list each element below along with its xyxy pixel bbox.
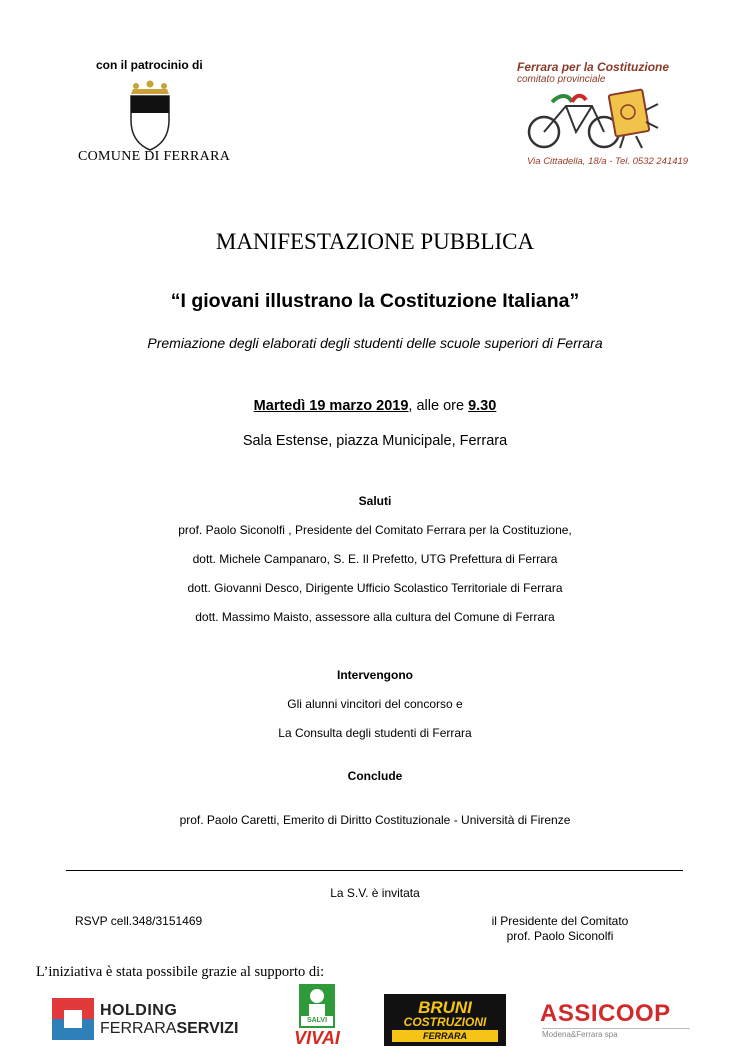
bruni-word: BRUNI — [418, 998, 472, 1017]
president-signature — [440, 914, 680, 944]
holding-ferrara-servizi-logo — [52, 998, 252, 1044]
divider — [66, 870, 683, 871]
event-venue: Sala Estense, piazza Municipale, Ferrara — [242, 433, 508, 449]
intervengono-line: Gli alunni vincitori del concorso e — [287, 697, 463, 711]
holding-word: HOLDING — [100, 1002, 178, 1019]
event-title: “I giovani illustrano la Costituzione Italiana” — [170, 290, 580, 312]
intervengono-line: La Consulta degli studenti di Ferrara — [278, 726, 472, 740]
salvi-tag: SALVI — [306, 1017, 328, 1024]
saluti-line: prof. Paolo Siconolfi , Presidente del Comitato Ferrara per la Costituzione, — [178, 523, 572, 537]
assicoop-logo — [540, 1000, 700, 1040]
holding-ferrara-servizi-word: FERRARASERVIZI — [100, 1020, 239, 1037]
comune-name: COMUNE DI FERRARA — [78, 149, 231, 164]
salvi-vivai-logo — [288, 984, 346, 1054]
saluti-line: dott. Michele Campanaro, S. E. Il Prefetto, UTG Prefettura di Ferrara — [192, 552, 558, 566]
conclude-line: prof. Paolo Caretti, Emerito di Diritto Costituzionale - Università di Firenze — [179, 813, 571, 827]
saluti-line: dott. Massimo Maisto, assessore alla cultura del Comune di Ferrara — [195, 610, 555, 624]
patronage-label: con il patrocinio di — [96, 58, 203, 72]
president-name: prof. Paolo Siconolfi — [506, 929, 614, 943]
event-time: 9.30 — [468, 398, 497, 414]
event-date-connector: , alle ore — [408, 398, 469, 414]
rsvp-contact: RSVP cell.348/3151469 — [75, 914, 203, 928]
assicoop-rule — [542, 1028, 690, 1029]
assicoop-sub: Modena&Ferrara spa — [542, 1030, 618, 1039]
saluti-line: dott. Giovanni Desco, Dirigente Ufficio Scolastico Territoriale di Ferrara — [187, 581, 563, 595]
bruni-costruzioni-logo — [384, 994, 506, 1046]
event-subtitle: Premiazione degli elaborati degli studenti delle scuole superiori di Ferrara — [147, 335, 603, 351]
event-date-line — [0, 398, 750, 414]
president-role: il Presidente del Comitato — [491, 914, 629, 928]
committee-logo-subtitle: comitato provinciale — [517, 74, 606, 85]
bicycle-constitution-icon — [524, 84, 664, 154]
saluti-heading: Saluti — [358, 494, 392, 508]
conclude-heading: Conclude — [347, 769, 403, 783]
support-text: L’iniziativa è stata possibile grazie al supporto di: — [36, 964, 325, 980]
holding-mark-icon — [52, 998, 94, 1040]
committee-address: Via Cittadella, 18/a - Tel. 0532 241419 — [527, 156, 689, 167]
committee-logo-title: Ferrara per la Costituzione — [517, 60, 670, 74]
costruzioni-word: COSTRUZIONI — [403, 1015, 487, 1029]
assicoop-word: ASSICOOP — [540, 1000, 671, 1027]
invitation-text: La S.V. è invitata — [330, 886, 420, 900]
event-date: Martedì 19 marzo 2019 — [253, 398, 409, 414]
intervengono-heading: Intervengono — [336, 668, 413, 682]
bruni-ferrara-word: FERRARA — [392, 1030, 498, 1042]
main-title: MANIFESTAZIONE PUBBLICA — [215, 229, 535, 254]
comune-crest-icon — [127, 80, 173, 152]
vivai-word: VIVAI — [294, 1028, 340, 1048]
